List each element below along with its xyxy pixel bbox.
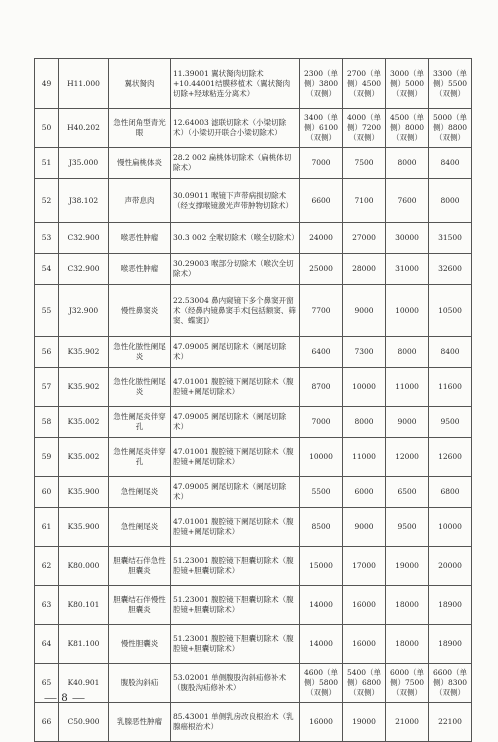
diagnosis-code: H11.000 bbox=[59, 59, 109, 109]
price-tier-3: 6000（单侧）7500（双侧） bbox=[386, 664, 429, 703]
price-tier-3: 8000 bbox=[386, 337, 429, 368]
price-tier-3: 8000 bbox=[386, 148, 429, 179]
price-tier-1: 15000 bbox=[300, 547, 343, 586]
price-tier-1: 8700 bbox=[300, 368, 343, 407]
price-tier-4: 10000 bbox=[429, 508, 472, 547]
row-number: 55 bbox=[35, 285, 59, 337]
price-tier-4: 22100 bbox=[429, 703, 472, 742]
price-tier-2: 2700（单侧）4500（双侧） bbox=[343, 59, 386, 109]
table-row bbox=[35, 586, 472, 625]
price-tier-3: 4500（单侧）8000（双侧） bbox=[386, 109, 429, 148]
row-number: 52 bbox=[35, 179, 59, 223]
price-tier-4: 32600 bbox=[429, 254, 472, 285]
price-tier-3: 30000 bbox=[386, 223, 429, 254]
disease-name: 急性阑尾炎伴穿孔 bbox=[109, 438, 171, 477]
diagnosis-code: H40.202 bbox=[59, 109, 109, 148]
price-tier-2: 28000 bbox=[343, 254, 386, 285]
table-row bbox=[35, 508, 472, 547]
procedure: 47.09005 阑尾切除术（阑尾切除术） bbox=[171, 337, 300, 368]
row-number: 56 bbox=[35, 337, 59, 368]
row-number: 61 bbox=[35, 508, 59, 547]
disease-name: 声带息肉 bbox=[109, 179, 171, 223]
price-tier-4: 11600 bbox=[429, 368, 472, 407]
disease-name: 急性阑尾炎 bbox=[109, 508, 171, 547]
procedure: 51.23001 腹腔镜下胆囊切除术（腹腔镜+胆囊切除术） bbox=[171, 625, 300, 664]
row-number: 62 bbox=[35, 547, 59, 586]
price-tier-1: 10000 bbox=[300, 438, 343, 477]
diagnosis-code: K35.902 bbox=[59, 368, 109, 407]
price-tier-1: 7000 bbox=[300, 407, 343, 438]
price-tier-2: 16000 bbox=[343, 625, 386, 664]
disease-name: 胆囊结石伴慢性胆囊炎 bbox=[109, 586, 171, 625]
procedure-fee-table bbox=[34, 58, 472, 742]
price-tier-1: 2300（单侧）3800（双侧） bbox=[300, 59, 343, 109]
table-row bbox=[35, 148, 472, 179]
price-tier-4: 18900 bbox=[429, 625, 472, 664]
procedure: 47.09005 阑尾切除术（阑尾切除术） bbox=[171, 477, 300, 508]
table-row bbox=[35, 477, 472, 508]
price-tier-3: 6500 bbox=[386, 477, 429, 508]
price-tier-1: 14000 bbox=[300, 586, 343, 625]
price-tier-3: 19000 bbox=[386, 547, 429, 586]
row-number: 64 bbox=[35, 625, 59, 664]
procedure: 51.23001 腹腔镜下胆囊切除术（腹腔镜+胆囊切除术） bbox=[171, 547, 300, 586]
disease-name: 翼状胬肉 bbox=[109, 59, 171, 109]
price-tier-4: 5000（单侧）8800（双侧） bbox=[429, 109, 472, 148]
price-tier-4: 12600 bbox=[429, 438, 472, 477]
disease-name: 喉恶性肿瘤 bbox=[109, 254, 171, 285]
row-number: 63 bbox=[35, 586, 59, 625]
procedure: 47.01001 腹腔镜下阑尾切除术（腹腔镜+阑尾切除术） bbox=[171, 368, 300, 407]
table-row bbox=[35, 285, 472, 337]
price-tier-4: 9500 bbox=[429, 407, 472, 438]
row-number: 53 bbox=[35, 223, 59, 254]
procedure: 30.3 002 全喉切除术（喉全切除术） bbox=[171, 223, 300, 254]
diagnosis-code: C32.900 bbox=[59, 254, 109, 285]
procedure: 47.01001 腹腔镜下阑尾切除术（腹腔镜+阑尾切除术） bbox=[171, 438, 300, 477]
price-tier-4: 10500 bbox=[429, 285, 472, 337]
price-tier-3: 3000（单侧）5000（双侧） bbox=[386, 59, 429, 109]
price-tier-4: 6600（单侧）8300（双侧） bbox=[429, 664, 472, 703]
price-tier-4: 8400 bbox=[429, 148, 472, 179]
row-number: 50 bbox=[35, 109, 59, 148]
table-row bbox=[35, 407, 472, 438]
table-body bbox=[35, 59, 472, 742]
table-row bbox=[35, 703, 472, 742]
disease-name: 慢性胆囊炎 bbox=[109, 625, 171, 664]
diagnosis-code: K35.900 bbox=[59, 508, 109, 547]
page-number: — 8 — bbox=[44, 690, 86, 704]
diagnosis-code: K81.100 bbox=[59, 625, 109, 664]
price-tier-3: 7600 bbox=[386, 179, 429, 223]
procedure: 85.43001 单侧乳房改良根治术（乳腺癌根治术） bbox=[171, 703, 300, 742]
procedure: 28.2 002 扁桃体切除术（扁桃体切除术） bbox=[171, 148, 300, 179]
row-number: 65 bbox=[35, 664, 59, 703]
disease-name: 腹股沟斜疝 bbox=[109, 664, 171, 703]
table-row bbox=[35, 368, 472, 407]
diagnosis-code: J38.102 bbox=[59, 179, 109, 223]
disease-name: 喉恶性肿瘤 bbox=[109, 223, 171, 254]
disease-name: 急性化脓性阑尾炎 bbox=[109, 337, 171, 368]
procedure: 47.09005 阑尾切除术（阑尾切除术） bbox=[171, 407, 300, 438]
procedure: 11.39001 翼状胬肉切除术+10.44001结膜移植术（翼状胬肉切除+羟球粘连分离术） bbox=[171, 59, 300, 109]
procedure: 30.09011 喉镜下声带病损切除术（经支撑喉镜激光声带肿物切除术） bbox=[171, 179, 300, 223]
disease-name: 慢性扁桃体炎 bbox=[109, 148, 171, 179]
price-tier-4: 8000 bbox=[429, 179, 472, 223]
diagnosis-code: K35.002 bbox=[59, 407, 109, 438]
procedure: 30.29003 喉部分切除术（喉次全切除术） bbox=[171, 254, 300, 285]
disease-name: 急性化脓性阑尾炎 bbox=[109, 368, 171, 407]
price-tier-3: 31000 bbox=[386, 254, 429, 285]
price-tier-3: 10000 bbox=[386, 285, 429, 337]
price-tier-1: 3400（单侧）6100（双侧） bbox=[300, 109, 343, 148]
price-tier-1: 5500 bbox=[300, 477, 343, 508]
price-tier-4: 20000 bbox=[429, 547, 472, 586]
price-tier-1: 6400 bbox=[300, 337, 343, 368]
price-tier-2: 9000 bbox=[343, 285, 386, 337]
table-row bbox=[35, 179, 472, 223]
disease-name: 急性闭角型青光眼 bbox=[109, 109, 171, 148]
price-tier-2: 16000 bbox=[343, 586, 386, 625]
row-number: 59 bbox=[35, 438, 59, 477]
price-tier-2: 10000 bbox=[343, 368, 386, 407]
table-row bbox=[35, 625, 472, 664]
price-tier-1: 8500 bbox=[300, 508, 343, 547]
price-tier-2: 5400（单侧）6800（双侧） bbox=[343, 664, 386, 703]
row-number: 60 bbox=[35, 477, 59, 508]
price-tier-1: 6600 bbox=[300, 179, 343, 223]
disease-name: 胆囊结石伴急性胆囊炎 bbox=[109, 547, 171, 586]
price-tier-2: 8000 bbox=[343, 407, 386, 438]
price-tier-2: 17000 bbox=[343, 547, 386, 586]
procedure: 22.53004 鼻内窥镜下多个鼻窦开窗术（经鼻内镜鼻窦手术[包括额窦、筛窦、蝶窦]） bbox=[171, 285, 300, 337]
row-number: 58 bbox=[35, 407, 59, 438]
price-tier-3: 21000 bbox=[386, 703, 429, 742]
diagnosis-code: C32.900 bbox=[59, 223, 109, 254]
disease-name: 急性阑尾炎 bbox=[109, 477, 171, 508]
price-tier-3: 18000 bbox=[386, 586, 429, 625]
diagnosis-code: K40.901 bbox=[59, 664, 109, 703]
table-row bbox=[35, 547, 472, 586]
disease-name: 慢性鼻窦炎 bbox=[109, 285, 171, 337]
table-row bbox=[35, 438, 472, 477]
procedure: 47.01001 腹腔镜下阑尾切除术（腹腔镜+阑尾切除术） bbox=[171, 508, 300, 547]
price-tier-2: 27000 bbox=[343, 223, 386, 254]
price-tier-2: 11000 bbox=[343, 438, 386, 477]
row-number: 66 bbox=[35, 703, 59, 742]
procedure: 51.23001 腹腔镜下胆囊切除术（腹腔镜+胆囊切除术） bbox=[171, 586, 300, 625]
price-tier-4: 3300（单侧）5500（双侧） bbox=[429, 59, 472, 109]
price-tier-1: 25000 bbox=[300, 254, 343, 285]
price-tier-2: 6000 bbox=[343, 477, 386, 508]
row-number: 57 bbox=[35, 368, 59, 407]
price-tier-3: 11000 bbox=[386, 368, 429, 407]
price-tier-4: 6800 bbox=[429, 477, 472, 508]
price-tier-3: 9500 bbox=[386, 508, 429, 547]
price-tier-1: 7700 bbox=[300, 285, 343, 337]
price-tier-4: 31500 bbox=[429, 223, 472, 254]
diagnosis-code: K35.902 bbox=[59, 337, 109, 368]
table-row bbox=[35, 223, 472, 254]
price-tier-1: 14000 bbox=[300, 625, 343, 664]
price-tier-3: 9000 bbox=[386, 407, 429, 438]
row-number: 54 bbox=[35, 254, 59, 285]
price-tier-3: 18000 bbox=[386, 625, 429, 664]
table-row bbox=[35, 337, 472, 368]
table-row bbox=[35, 254, 472, 285]
price-tier-2: 7100 bbox=[343, 179, 386, 223]
diagnosis-code: J32.900 bbox=[59, 285, 109, 337]
row-number: 51 bbox=[35, 148, 59, 179]
price-tier-2: 19000 bbox=[343, 703, 386, 742]
price-tier-1: 16000 bbox=[300, 703, 343, 742]
price-tier-1: 24000 bbox=[300, 223, 343, 254]
price-tier-1: 4600（单侧）5800（双侧） bbox=[300, 664, 343, 703]
price-tier-3: 12000 bbox=[386, 438, 429, 477]
row-number: 49 bbox=[35, 59, 59, 109]
table-row bbox=[35, 109, 472, 148]
price-tier-2: 7300 bbox=[343, 337, 386, 368]
procedure: 12.64003 滤联切除术（小梁切除术）（小梁切开联合小梁切除术） bbox=[171, 109, 300, 148]
diagnosis-code: K80.101 bbox=[59, 586, 109, 625]
diagnosis-code: C50.900 bbox=[59, 703, 109, 742]
price-tier-4: 18900 bbox=[429, 586, 472, 625]
price-tier-4: 8400 bbox=[429, 337, 472, 368]
price-tier-2: 7500 bbox=[343, 148, 386, 179]
diagnosis-code: J35.000 bbox=[59, 148, 109, 179]
diagnosis-code: K35.002 bbox=[59, 438, 109, 477]
diagnosis-code: K80.000 bbox=[59, 547, 109, 586]
price-tier-2: 4000（单侧）7200（双侧） bbox=[343, 109, 386, 148]
price-tier-1: 7000 bbox=[300, 148, 343, 179]
disease-name: 乳腺恶性肿瘤 bbox=[109, 703, 171, 742]
disease-name: 急性阑尾炎伴穿孔 bbox=[109, 407, 171, 438]
price-tier-2: 9000 bbox=[343, 508, 386, 547]
table-row bbox=[35, 59, 472, 109]
procedure: 53.02001 单侧腹股沟斜疝修补术（腹股沟疝修补术） bbox=[171, 664, 300, 703]
diagnosis-code: K35.900 bbox=[59, 477, 109, 508]
